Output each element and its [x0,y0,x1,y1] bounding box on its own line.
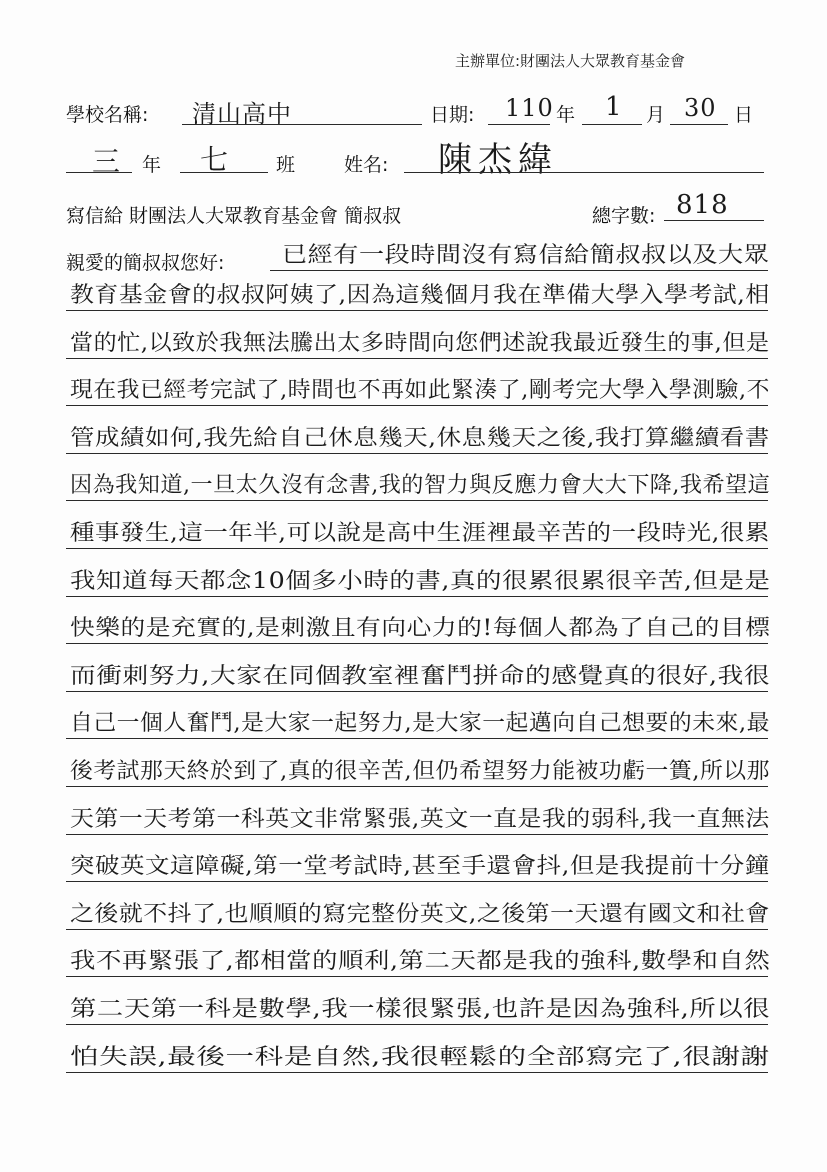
letter-line: 種事發生,這一年半,可以說是高中生涯裡最辛苦的一段時光,很累 [70,521,770,546]
letter-line-rule [66,453,768,454]
month-underline [582,124,642,125]
letter-line: 已經有一段時間沒有寫信給簡叔叔以及大眾 [282,243,770,268]
day-value: 30 [684,94,717,122]
salutation: 親愛的簡叔叔您好: [66,252,225,274]
letter-line: 天第一天考第一科英文非常緊張,英文一直是我的弱科,我一直無法 [70,806,770,832]
letter-line-rule [66,1072,768,1073]
letter-line: 我不再緊張了,都相當的順利,第二天都是我的強科,數學和自然 [70,949,771,975]
letter-line-rule [66,834,768,835]
year-value: 110 [505,94,554,122]
sponsor-line: 主辦單位:財團法人大眾教育基金會 [455,52,686,70]
letter-line-rule [66,976,768,977]
letter-line-rule [66,405,768,406]
letter-line: 突破英文這障礙,第一堂考試時,甚至手還會抖,但是我提前十分鐘 [70,854,770,880]
letter-line-rule [66,358,768,359]
letter-line: 教育基金會的叔叔阿姨了,因為這幾個月我在準備大學入學考試,相 [70,283,770,308]
school-label: 學校名稱: [66,104,149,126]
name-value: 陳杰緯 [438,140,558,180]
wordcount-value: 818 [676,190,729,220]
letter-line: 之後就不抖了,也順順的寫完整份英文,之後第一天還有國文和社會 [70,901,770,927]
month-label: 月 [646,104,666,126]
letter-line-rule [66,691,768,692]
grade-label: 年 [142,154,162,176]
letter-line-rule [66,310,768,311]
letter-line-rule [66,548,768,549]
day-label: 日 [734,104,754,126]
letter-line-rule [66,881,768,882]
letter-line-rule [66,643,768,644]
date-label: 日期: [430,104,475,126]
letter-line: 而衝刺努力,大家在同個教室裡奮鬥拼命的感覺真的很好,我很 [70,663,771,689]
wordcount-underline [664,220,764,221]
grade-underline [66,172,132,173]
letter-line: 當的忙,以致於我無法騰出太多時間向您們述說我最近發生的事,但是 [70,330,770,356]
name-label: 姓名: [344,154,389,176]
letter-line: 現在我已經考完試了,時間也不再如此緊湊了,剛考完大學入學測驗,不 [70,378,770,404]
day-underline [670,124,728,125]
wordcount-label: 總字數: [592,205,656,227]
letter-line: 第二天第一科是數學,我一樣很緊張,也許是因為強科,所以很 [70,997,771,1022]
recipient-label: 寫信給 財團法人大眾教育基金會 簡叔叔 [66,205,402,227]
month-value: 1 [605,92,623,122]
letter-line-rule [270,270,768,271]
letter-line-rule [66,596,768,597]
class-underline [180,172,268,173]
letter-line-rule [66,786,768,787]
name-underline [404,172,764,173]
letter-line: 我知道每天都念10個多小時的書,真的很累很累很辛苦,但是是 [70,568,771,594]
year-underline [488,124,550,125]
school-value: 清山高中 [192,100,292,128]
letter-line: 怕失誤,最後一科是自然,我很輕鬆的全部寫完了,很謝謝 [70,1044,770,1070]
letter-line: 快樂的是充實的,是刺激且有向心力的!每個人都為了自己的目標 [70,616,771,642]
year-label: 年 [556,104,576,126]
letter-line: 因為我知道,一旦太久沒有念書,我的智力與反應力會大大下降,我希望這 [70,473,771,499]
letter-line-rule [66,738,768,739]
school-underline [182,124,422,125]
letter-line-rule [66,1024,768,1025]
letter-line: 管成績如何,我先給自己休息幾天,休息幾天之後,我打算繼續看書 [70,425,770,451]
class-value: 七 [200,143,230,176]
letter-line-rule [66,929,768,930]
letter-line-rule [66,500,768,501]
letter-line: 自己一個人奮鬥,是大家一起努力,是大家一起邁向自己想要的未來,最 [70,711,770,737]
grade-value: 三 [92,145,122,178]
class-label: 班 [276,154,296,176]
letter-line: 後考試那天終於到了,真的很辛苦,但仍希望努力能被功虧一簣,所以那 [70,759,770,784]
